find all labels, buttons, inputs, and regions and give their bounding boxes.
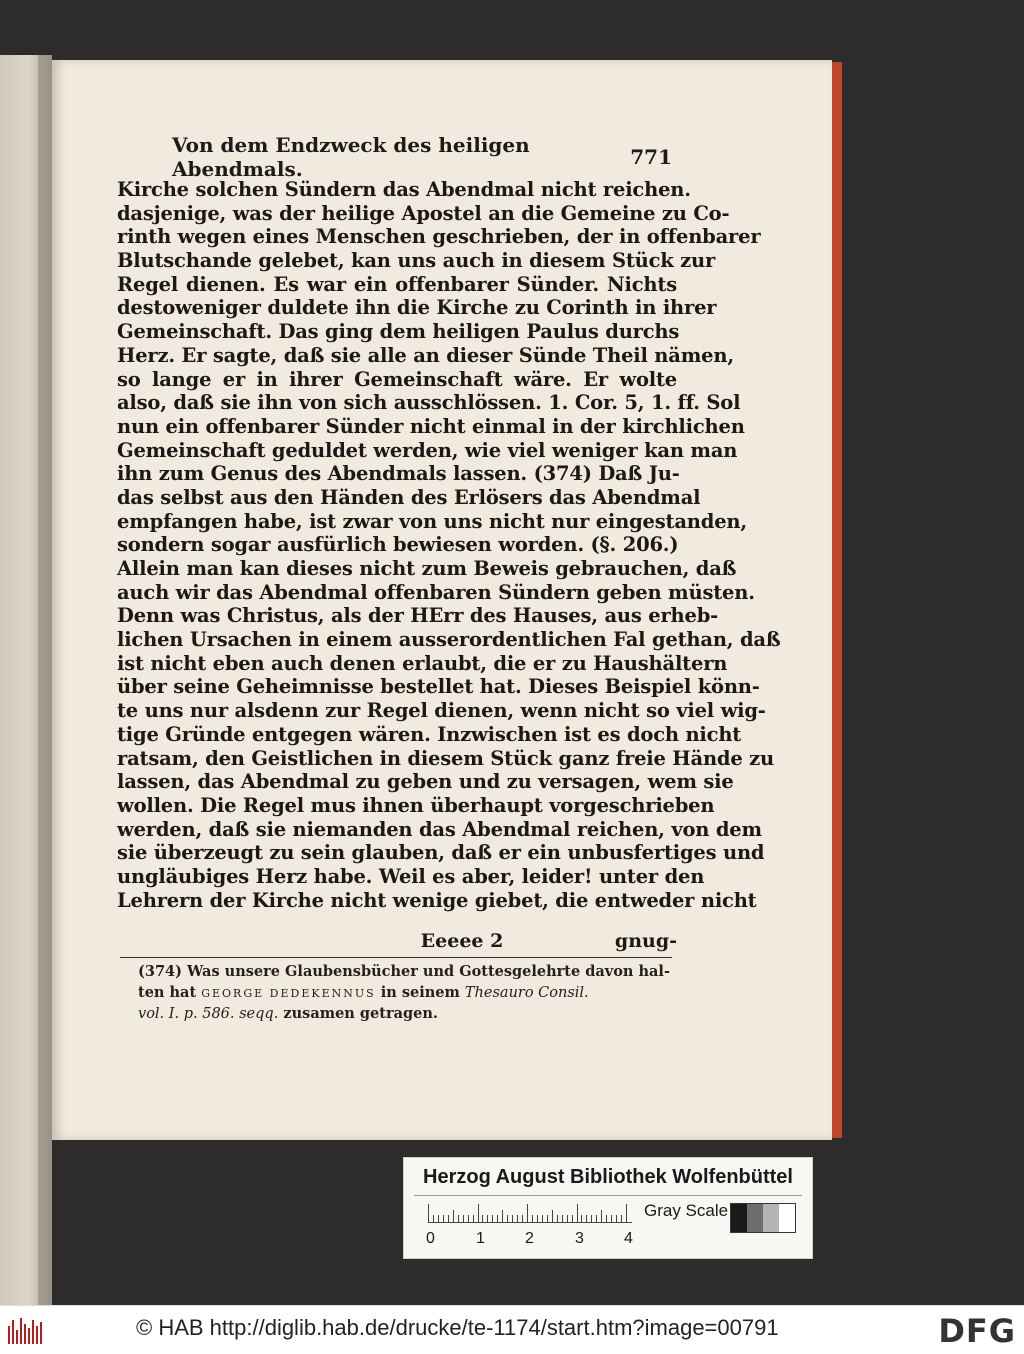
ruler-tick <box>468 1215 469 1222</box>
page-number: 771 <box>630 145 672 169</box>
ruler-tick <box>586 1215 587 1222</box>
text-line: Lehrern der Kirche nicht wenige giebet, die entweder nicht <box>117 888 757 912</box>
footnote <box>138 961 678 1024</box>
text-line: destoweniger duldete ihn die Kirche zu Corinth in ihrer <box>117 296 717 320</box>
ruler-tick <box>567 1215 568 1222</box>
ruler-tick <box>458 1215 459 1222</box>
ruler-tick <box>517 1215 518 1222</box>
footnote-title: Thesauro Consil. <box>464 985 589 1001</box>
text-line: rinth wegen eines Menschen geschrieben, der in offenbarer <box>117 225 761 249</box>
ruler-tick <box>522 1215 523 1222</box>
text-line: tige Gründe entgegen wären. Inzwischen ist es doch nicht <box>117 722 742 746</box>
text-line: Regel dienen. Es war ein offenbarer Sünder. Nichts <box>117 272 677 296</box>
text-line: Denn was Christus, als der HErr des Hauses, aus erheb- <box>117 604 719 628</box>
grayscale-swatch <box>730 1203 796 1233</box>
cm-ruler <box>428 1204 632 1230</box>
text-line: so lange er in ihrer Gemeinschaft wäre. Er wolte <box>117 367 677 391</box>
footnote-line-2 <box>138 982 678 1003</box>
ruler-tick <box>542 1215 543 1222</box>
ruler-number: 3 <box>575 1230 584 1247</box>
running-title: Von dem Endzweck des heiligen Abendmals. <box>172 133 530 181</box>
text-line: te uns nur alsdenn zur Regel dienen, wenn nicht so viel wig- <box>117 699 766 723</box>
ruler-tick <box>577 1204 578 1222</box>
grayscale-label: Gray Scale <box>644 1201 729 1220</box>
ruler-tick <box>482 1215 483 1222</box>
text-line: ist nicht eben auch denen erlaubt, die er zu Haushältern <box>117 651 728 675</box>
text-line: ihn zum Genus des Abendmals lassen. (374) Daß Ju- <box>117 462 680 486</box>
ruler-tick <box>596 1215 597 1222</box>
library-name: Herzog August Bibliothek Wolfenbüttel <box>423 1166 793 1188</box>
text-line: Gemeinschaft geduldet werden, wie viel weniger kan man <box>117 438 738 462</box>
color-calibration-bar <box>403 1157 813 1259</box>
footnote-rule <box>120 957 672 958</box>
ruler-tick <box>497 1215 498 1222</box>
ruler-tick <box>438 1215 439 1222</box>
catchword: gnug- <box>614 930 677 952</box>
ruler-number: 2 <box>525 1230 534 1247</box>
left-page-shadow <box>38 55 52 1310</box>
body-text <box>117 178 781 912</box>
footnote-text: in seinem <box>380 984 460 1001</box>
ruler-tick <box>433 1215 434 1222</box>
text-line: lichen Ursachen in einem ausserordentlichen Fal gethan, daß <box>117 628 781 652</box>
text-line: lassen, das Abendmal zu geben und zu versagen, wem sie <box>117 770 734 794</box>
text-line: das selbst aus den Händen des Erlösers das Abendmal <box>117 485 701 509</box>
ruler-tick <box>428 1204 429 1222</box>
ruler-tick <box>606 1215 607 1222</box>
footnote-line-3 <box>138 1003 678 1024</box>
colorbar-divider <box>414 1195 802 1196</box>
gray-patch <box>763 1204 779 1232</box>
ruler-tick <box>626 1204 627 1222</box>
text-line: über seine Geheimnisse bestellet hat. Dieses Beispiel könn- <box>117 675 760 699</box>
footnote-text: ten hat <box>138 984 197 1001</box>
ruler-tick <box>557 1215 558 1222</box>
footer-bar <box>0 1305 1024 1354</box>
footnote-ref: vol. I. p. 586. seqq. <box>138 1006 279 1022</box>
ruler-tick <box>552 1210 553 1222</box>
ruler-tick <box>507 1215 508 1222</box>
text-line: auch wir das Abendmal offenbaren Sündern geben müsten. <box>117 580 755 604</box>
ruler-tick <box>478 1204 479 1222</box>
ruler-number: 4 <box>624 1230 633 1247</box>
ruler-tick <box>448 1215 449 1222</box>
text-line: Blutschande gelebet, kan uns auch in diesem Stück zur <box>117 249 716 273</box>
text-line: ratsam, den Geistlichen in diesem Stück ganz freie Hände zu <box>117 746 775 770</box>
catch-row <box>117 930 677 958</box>
ruler-tick <box>502 1210 503 1222</box>
text-line: also, daß sie ihn von sich ausschlössen. 1. Cor. 5, 1. ff. Sol <box>117 391 741 415</box>
text-line: sie überzeugt zu sein glauben, daß er ein unbusfertiges und <box>117 841 765 865</box>
text-line: nun ein offenbarer Sünder nicht einmal in der kirchlichen <box>117 414 745 438</box>
ruler-tick <box>453 1210 454 1222</box>
footnote-line-1: (374) Was unsere Glaubensbücher und Gottesgelehrte davon hal- <box>138 963 670 980</box>
footnote-author: GEORGE DEDEKENNUS <box>201 987 376 1000</box>
text-line: Gemeinschaft. Das ging dem heiligen Paulus durchs <box>117 320 680 344</box>
ruler-tick <box>463 1215 464 1222</box>
text-line: dasjenige, was der heilige Apostel an die Gemeine zu Co- <box>117 201 730 225</box>
text-line: werden, daß sie niemanden das Abendmal reichen, von dem <box>117 817 762 841</box>
text-line: Kirche solchen Sündern das Abendmal nicht reichen. <box>117 178 691 201</box>
text-line: empfangen habe, ist zwar von uns nicht nur eingestanden, <box>117 509 747 533</box>
ruler-tick <box>512 1215 513 1222</box>
ruler-tick <box>621 1215 622 1222</box>
ruler-tick <box>611 1215 612 1222</box>
hab-logo-icon[interactable] <box>8 1316 48 1344</box>
ruler-tick <box>562 1215 563 1222</box>
ruler-number: 1 <box>476 1230 485 1247</box>
ruler-tick <box>532 1215 533 1222</box>
ruler-tick <box>572 1215 573 1222</box>
text-line: sondern sogar ausfürlich bewiesen worden. (§. 206.) <box>117 533 679 557</box>
ruler-tick <box>581 1215 582 1222</box>
text-line: wollen. Die Regel mus ihnen überhaupt vorgeschrieben <box>117 793 715 817</box>
text-line: Allein man kan dieses nicht zum Beweis gebrauchen, daß <box>117 557 737 580</box>
ruler-tick <box>443 1215 444 1222</box>
source-url-link[interactable]: © HAB http://diglib.hab.de/drucke/te-1174/start.htm?image=00791 <box>136 1315 779 1340</box>
ruler-number: 0 <box>426 1230 435 1247</box>
gray-patch <box>779 1204 795 1232</box>
gray-patch <box>731 1204 747 1232</box>
ruler-tick <box>492 1215 493 1222</box>
ruler-tick <box>601 1210 602 1222</box>
text-line: Herz. Er sagte, daß sie alle an dieser Sünde Theil nämen, <box>117 343 734 367</box>
ruler-tick <box>616 1215 617 1222</box>
page-red-edge <box>832 62 842 1138</box>
ruler-tick <box>527 1204 528 1222</box>
dfg-logo[interactable]: DFG <box>938 1312 1016 1350</box>
ruler-tick <box>591 1215 592 1222</box>
ruler-tick <box>473 1215 474 1222</box>
footnote-text: zusamen getragen. <box>283 1005 438 1022</box>
ruler-tick <box>547 1215 548 1222</box>
ruler-tick <box>487 1215 488 1222</box>
text-line: ungläubiges Herz habe. Weil es aber, leider! unter den <box>117 864 705 888</box>
signature-mark: Eeeee 2 <box>420 930 504 952</box>
ruler-baseline <box>428 1222 632 1223</box>
ruler-tick <box>537 1215 538 1222</box>
gray-patch <box>747 1204 763 1232</box>
running-header <box>172 133 672 181</box>
